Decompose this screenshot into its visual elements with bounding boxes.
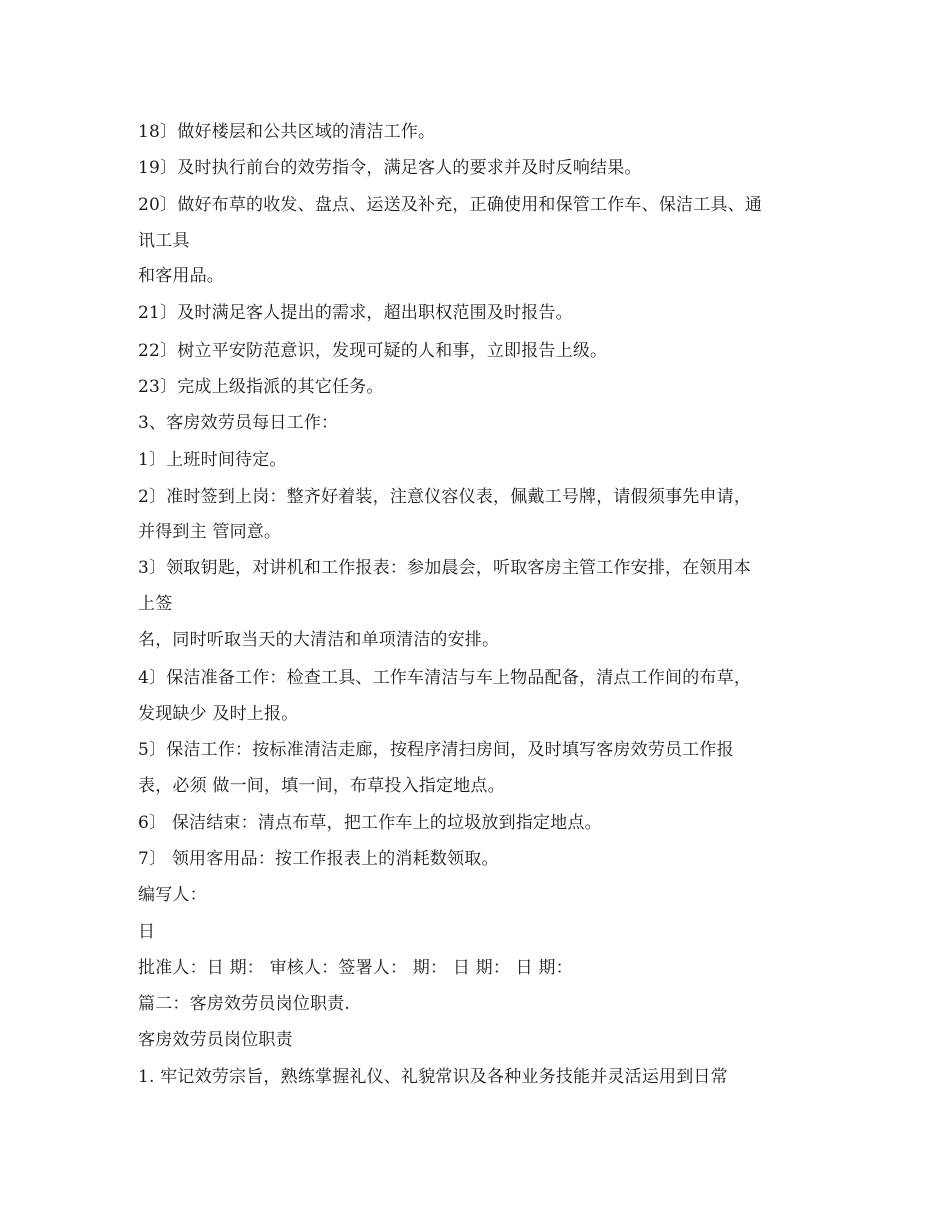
text-line: 7〕 领用客用品：按工作报表上的消耗数领取。 bbox=[138, 849, 499, 869]
section-heading: 3、客房效劳员每日工作： bbox=[138, 413, 339, 433]
text-line: 21〕及时满足客人提出的需求，超出职权范围及时报告。 bbox=[138, 303, 573, 323]
author-label: 编写人： bbox=[138, 885, 207, 905]
text-line: 6〕 保洁结束：清点布草，把工作车上的垃圾放到指定地点。 bbox=[138, 813, 602, 833]
text-line: 上签 bbox=[138, 594, 173, 614]
text-line: 发现缺少 及时上报。 bbox=[138, 704, 299, 724]
text-line: 2〕准时签到上岗：整齐好着装，注意仪容仪表，佩戴工号牌，请假须事先申请， bbox=[138, 487, 752, 507]
text-line: 5〕保洁工作：按标准清洁走廊，按程序清扫房间，及时填写客房效劳员工作报 bbox=[138, 740, 734, 760]
text-line: 4〕保洁准备工作：检查工具、工作车清洁与车上物品配备，清点工作间的布草， bbox=[138, 668, 752, 688]
text-line: 并得到主 管同意。 bbox=[138, 522, 282, 542]
text-line: 19〕及时执行前台的效劳指令，满足客人的要求并及时反响结果。 bbox=[138, 158, 642, 178]
text-line: 18〕做好楼层和公共区域的清洁工作。 bbox=[138, 122, 436, 142]
text-line: 22〕树立平安防范意识，发现可疑的人和事，立即报告上级。 bbox=[138, 341, 608, 361]
approval-line: 批准人：日 期： 审核人：签署人： 期： 日 期： 日 期： bbox=[138, 958, 573, 978]
text-line: 讯工具 bbox=[138, 231, 190, 251]
date-label: 日 bbox=[138, 922, 156, 942]
text-line: 名，同时听取当天的大清洁和单项清洁的安排。 bbox=[138, 630, 500, 650]
text-line: 1. 牢记效劳宗旨，熟练掌握礼仪、礼貌常识及各种业务技能并灵活运用到日常 bbox=[138, 1067, 728, 1087]
document-title: 客房效劳员岗位职责 bbox=[138, 1030, 293, 1050]
text-line: 表，必须 做一间，填一间，布草投入指定地点。 bbox=[138, 776, 505, 796]
text-line: 和客用品。 bbox=[138, 266, 224, 286]
text-line: 3〕领取钥匙，对讲机和工作报表：参加晨会，听取客房主管工作安排，在领用本 bbox=[138, 558, 752, 578]
text-line: 23〕完成上级指派的其它任务。 bbox=[138, 377, 384, 397]
text-line: 20〕做好布草的收发、盘点、运送及补充，正确使用和保管工作车、保洁工具、通 bbox=[138, 195, 763, 215]
section-heading: 篇二：客房效劳员岗位职责. bbox=[138, 994, 351, 1014]
text-line: 1〕上班时间待定。 bbox=[138, 450, 287, 470]
